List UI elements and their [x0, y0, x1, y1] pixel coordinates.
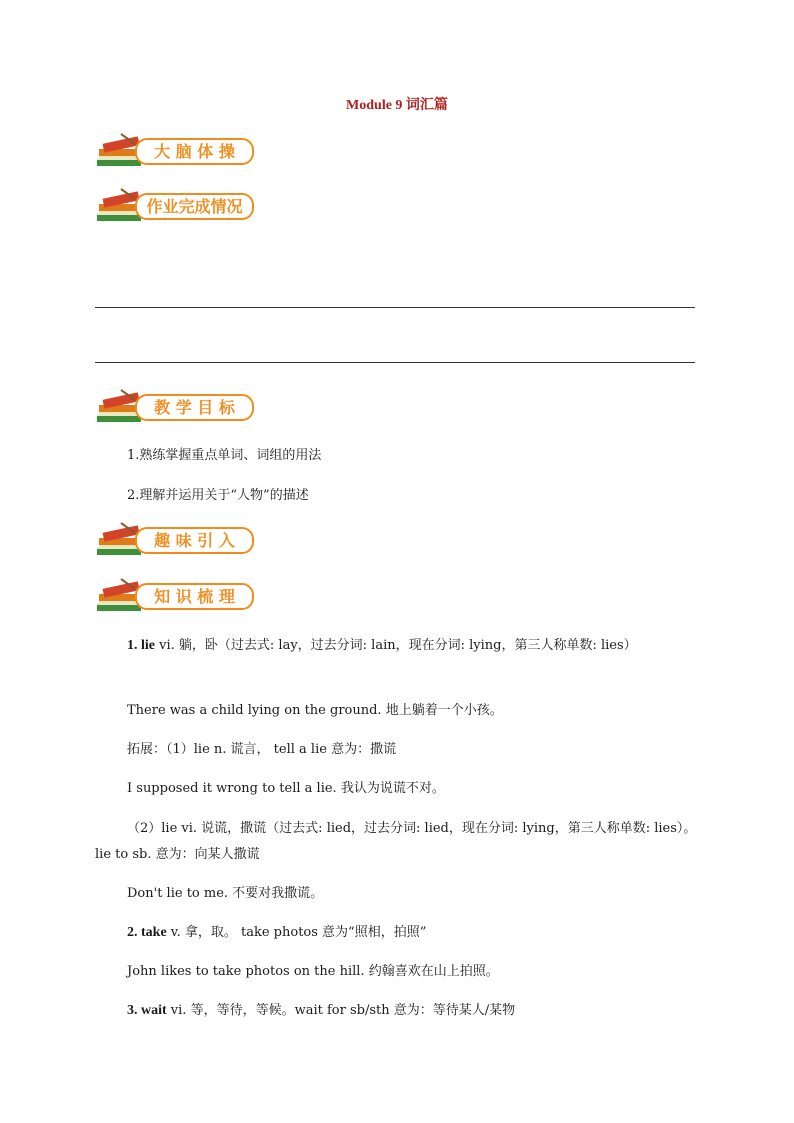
section-banner-brain-exercise: 大 脑 体 操: [95, 132, 260, 172]
item-3-definition: [95, 998, 700, 1024]
section-banner-fun-intro: 趣 味 引 入: [95, 521, 260, 561]
item-1-definition: [95, 633, 700, 659]
item-1-extension-example: I supposed it wrong to tell a lie. 我认为说谎不对。: [127, 781, 445, 796]
answer-line-2: [95, 362, 695, 363]
item-1-extension-2: （2）lie vi. 说谎，撒谎（过去式: lied，过去分词: lied，现在分词: lying，第三人称单数: lies）。lie to sb. 意为：向某人撒谎: [95, 821, 697, 862]
item-1-example: There was a child lying on the ground. 地上躺着一个小孩。: [127, 703, 503, 718]
item-1-word: 1. lie: [127, 638, 155, 653]
section-banner-homework-status: 作业完成情况: [95, 187, 260, 227]
item-2-text: v. 拿，取。 take photos 意为“照相，拍照”: [166, 925, 427, 940]
section-banner-knowledge-review: 知 识 梳 理: [95, 577, 260, 617]
item-2-definition: [95, 920, 700, 946]
item-1-extension: 拓展：（1）lie n. 谎言， tell a lie 意为：撒谎: [127, 742, 397, 757]
item-2-example: John likes to take photos on the hill. 约翰喜欢在山上拍照。: [127, 964, 499, 979]
section-banner-teaching-goals: 教 学 目 标: [95, 388, 260, 428]
goal-2: 2.理解并运用关于“人物”的描述: [127, 488, 309, 503]
item-3-text: vi. 等，等待，等候。wait for sb/sth 意为：等待某人/某物: [166, 1003, 516, 1018]
item-1-extension-2-example: Don't lie to me. 不要对我撒谎。: [127, 886, 324, 901]
goal-1: 1.熟练掌握重点单词、词组的用法: [127, 448, 322, 463]
item-1-text: vi. 躺，卧（过去式: lay，过去分词: lain，现在分词: lying，第三人称单数: lies）: [155, 638, 637, 653]
item-2-word: 2. take: [127, 925, 167, 940]
item-3-word: 3. wait: [127, 1003, 167, 1018]
answer-line-1: [95, 307, 695, 308]
page-title: Module 9 词汇篇: [346, 98, 448, 113]
